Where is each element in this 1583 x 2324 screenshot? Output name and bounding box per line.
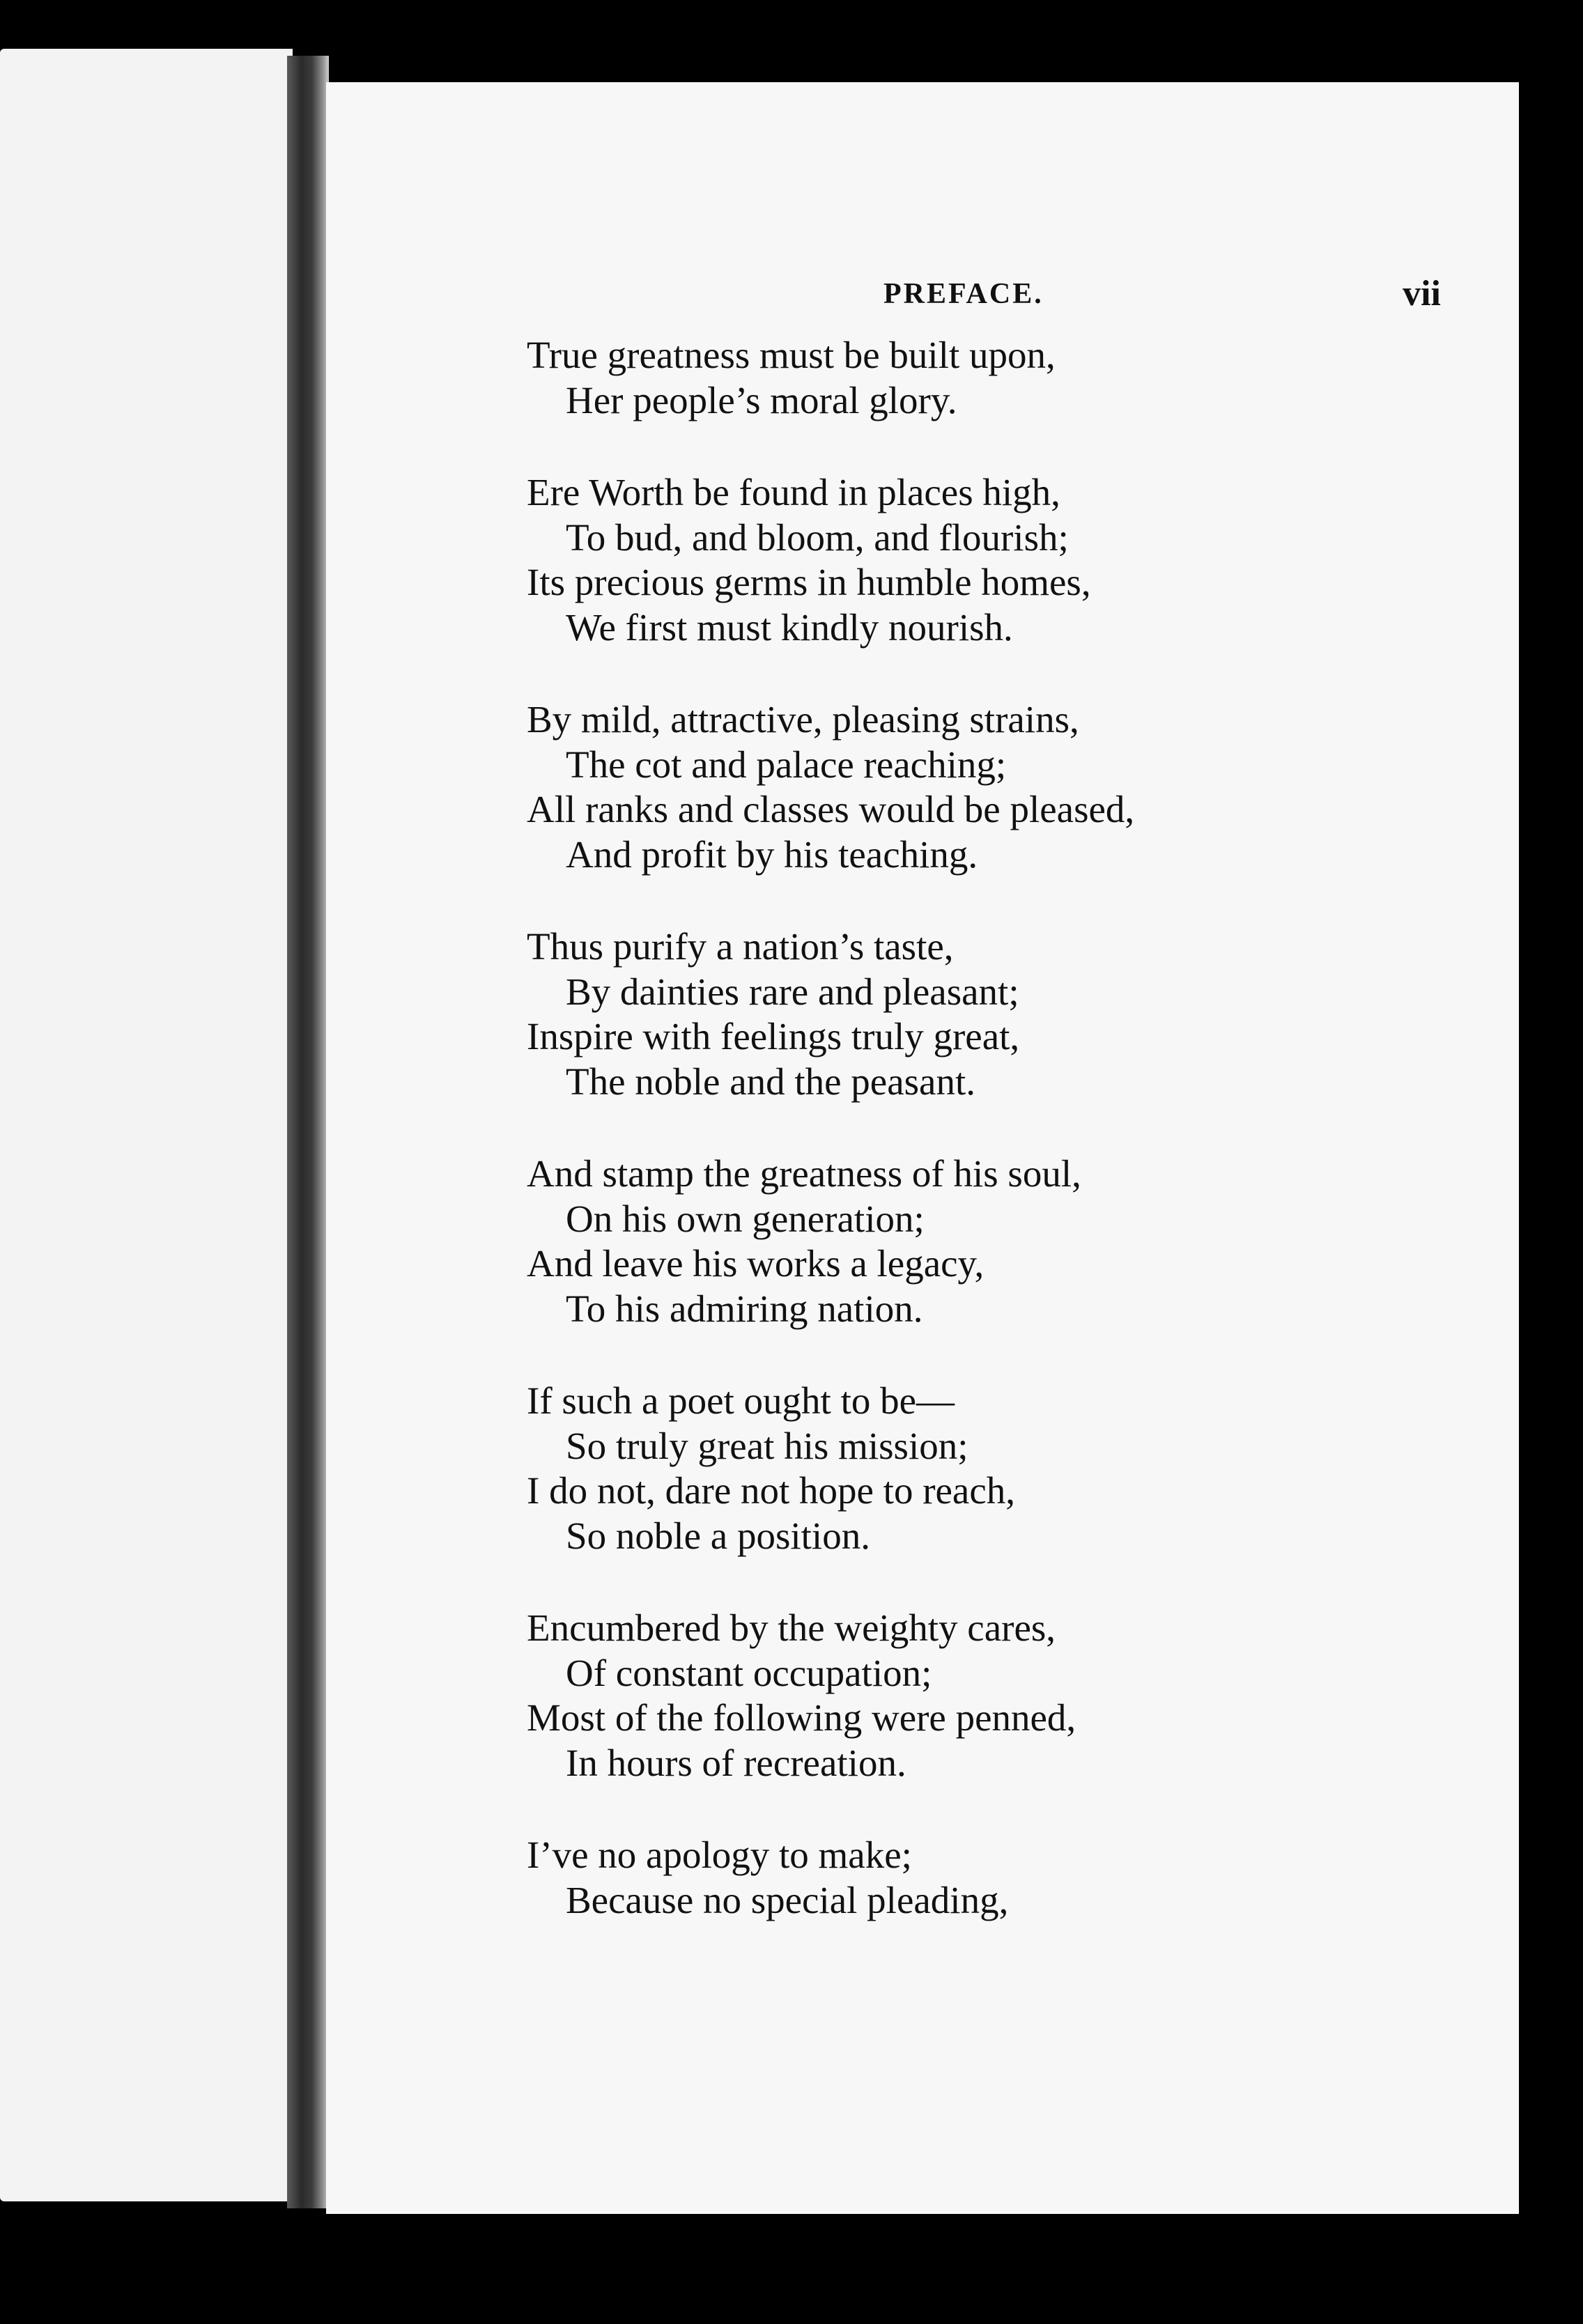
poem-line: On his own generation; xyxy=(566,1197,925,1240)
stanza xyxy=(527,333,1433,423)
poem-line: And leave his works a legacy, xyxy=(527,1242,984,1285)
stanza xyxy=(527,697,1433,877)
poem-line: Encumbered by the weighty cares, xyxy=(527,1606,1056,1649)
poem-line: I do not, dare not hope to reach, xyxy=(527,1469,1016,1512)
page-number: vii xyxy=(1403,274,1441,313)
poem-line: Because no special pleading, xyxy=(566,1878,1009,1921)
facing-page-left xyxy=(0,49,293,2201)
poem-line: To his admiring nation. xyxy=(566,1287,923,1330)
poem-line: Inspire with feelings truly great, xyxy=(527,1015,1020,1058)
poem-line: The cot and palace reaching; xyxy=(566,743,1007,786)
stanza xyxy=(527,924,1433,1104)
poem-line: Its precious germs in humble homes, xyxy=(527,561,1091,603)
poem-line: And profit by his teaching. xyxy=(566,832,978,876)
poem-line: So noble a position. xyxy=(566,1514,870,1557)
poem-line: To bud, and bloom, and flourish; xyxy=(566,516,1069,559)
stanza xyxy=(527,1606,1433,1785)
poem-line: By mild, attractive, pleasing strains, xyxy=(527,698,1079,741)
stanza xyxy=(527,1152,1433,1331)
poem-line: And stamp the greatness of his soul, xyxy=(527,1152,1081,1195)
poem-line: So truly great his mission; xyxy=(566,1424,968,1467)
poem-body xyxy=(527,333,1433,1970)
stanza xyxy=(527,470,1433,650)
poem-line: In hours of recreation. xyxy=(566,1741,906,1784)
poem-line: Her people’s moral glory. xyxy=(566,378,957,421)
stanza xyxy=(527,1379,1433,1558)
poem-line: I’ve no apology to make; xyxy=(527,1834,912,1876)
stanza xyxy=(527,1833,1433,1923)
poem-line: Most of the following were penned, xyxy=(527,1696,1076,1739)
poem-line: By dainties rare and pleasant; xyxy=(566,970,1019,1013)
poem-line: Ere Worth be found in places high, xyxy=(527,471,1060,513)
book-page xyxy=(326,82,1519,2214)
poem-line: All ranks and classes would be pleased, xyxy=(527,788,1135,830)
poem-line: Thus purify a nation’s taste, xyxy=(527,925,954,968)
running-head: PREFACE. xyxy=(883,278,1044,310)
poem-line: If such a poet ought to be— xyxy=(527,1379,955,1422)
poem-line: The noble and the peasant. xyxy=(566,1060,975,1103)
book-gutter-shadow xyxy=(287,56,329,2208)
poem-line: Of constant occupation; xyxy=(566,1651,932,1694)
poem-line: True greatness must be built upon, xyxy=(527,334,1056,376)
page-header xyxy=(326,274,1519,333)
poem-line: We first must kindly nourish. xyxy=(566,605,1013,649)
